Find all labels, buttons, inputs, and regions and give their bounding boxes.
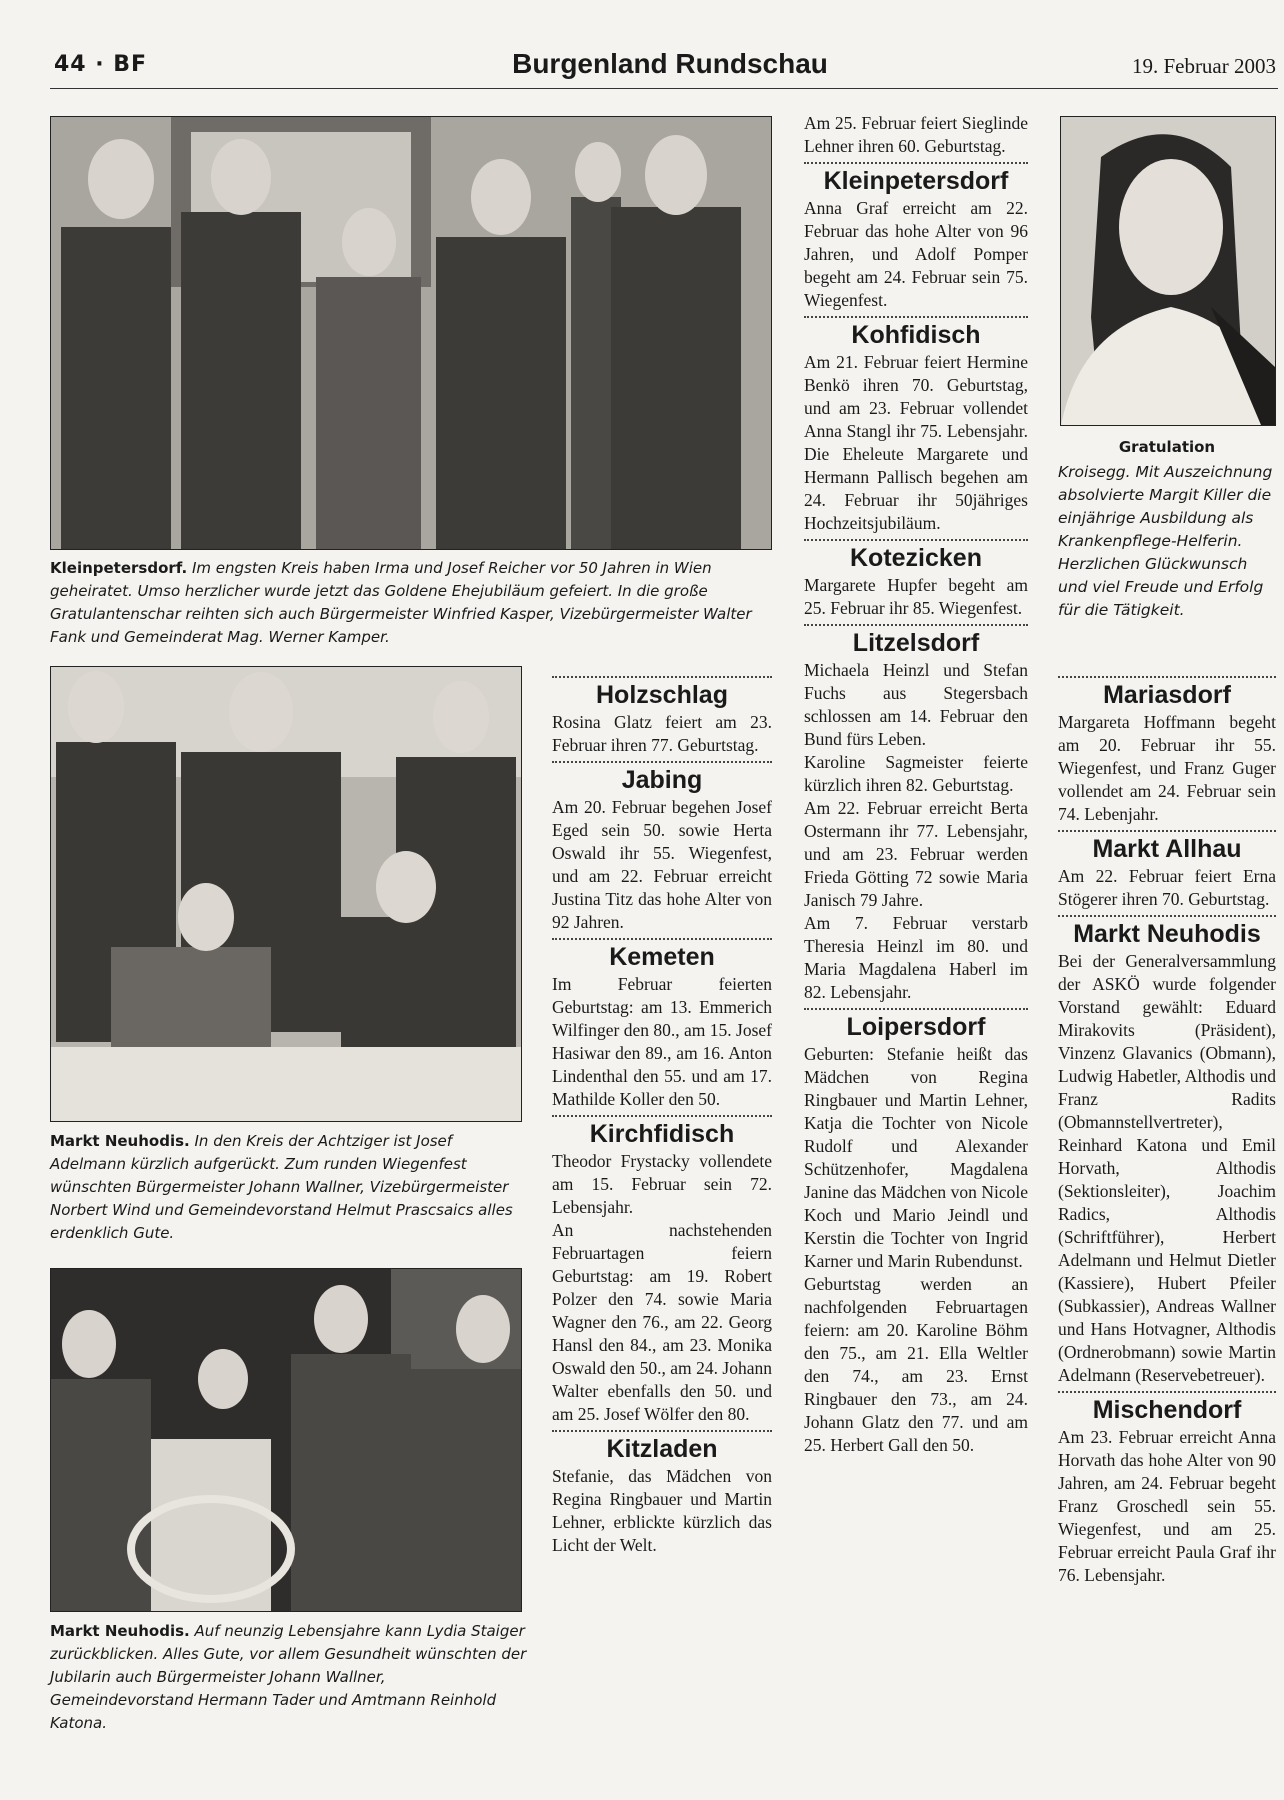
section-kotezicken: [804, 539, 1028, 620]
section-text: Am 23. Februar erreicht Anna Horvath das hohe Alter von 90 Jahren, am 24. Februar begeht Franz Groschedl sein 55. Wiegenfest, und am 25. Februar erreicht Paula Graf ihr 76. Lebensjahr.: [1058, 1427, 1276, 1585]
section-jabing: [552, 761, 772, 934]
section-text: An nachstehenden Februartagen feiern Geburtstag: am 19. Robert Polzer den 74. sowie Maria Wagner den 76., am 22. Georg Hansl den 84., am 23. Monika Oswald den 50., am 24. Johann Walter ebenfalls den 50. und am 25. Josef Wölfer den 80.: [552, 1220, 772, 1424]
section-text: Am 20. Februar begehen Josef Eged sein 50. sowie Herta Oswald ihr 55. Wiegenfest, und am 22. Februar erreicht Justina Titz das hohe Alter von 92 Jahren.: [552, 797, 772, 932]
photo-group-kleinpetersdorf: [50, 116, 772, 550]
newspaper-title: Burgenland Rundschau: [512, 48, 828, 79]
section-text: Karoline Sagmeister feierte kürzlich ihren 82. Geburtstag.: [804, 752, 1028, 795]
caption-place: Kleinpetersdorf.: [50, 559, 188, 577]
section-heading: Holzschlag: [596, 681, 728, 709]
section-heading: Markt Neuhodis: [1073, 920, 1261, 948]
section-kemeten: [552, 938, 772, 1111]
photo-adelmann: [50, 666, 522, 1122]
section-text: Bei der Generalversammlung der ASKÖ wurde folgender Vorstand gewählt: Eduard Mirakovits (Präsident), Vinzenz Glavanics (Obmann), Ludwig Habetler, Althodis und Franz Radits (Obmannstellvertreter), Reinhard Katona und Emil Horvath, Althodis (Sektionsleiter), Joachim Radics, Althodis (Schriftführer), Herbert Adelmann und Helmut Dietler (Kassiere), Hubert Pfeiler (Subkassier), Andreas Wallner und Hans Hotvagner, Althodis (Ordnerobmann) sowie Martin Adelmann (Reservebetreuer).: [1058, 951, 1276, 1385]
section-heading: Kohfidisch: [851, 321, 981, 349]
section-kirchfidisch: [552, 1115, 772, 1426]
section-text: Im Februar feierten Geburtstag: am 13. Emmerich Wilfinger den 80., am 15. Josef Hasiwar den 89., am 16. Anton Lindenthal den 55. und am 17. Mathilde Koller den 50.: [552, 974, 772, 1109]
issue-date: 19. Februar 2003: [1131, 54, 1276, 78]
photo-portrait-killer: [1060, 116, 1276, 426]
section-text: Am 25. Februar feiert Sieglinde Lehner ihren 60. Geburtstag.: [804, 113, 1028, 156]
section-markt-allhau: [1058, 830, 1276, 911]
column-middle: [552, 672, 772, 1557]
section-text: Am 22. Februar erreicht Berta Ostermann ihr 77. Lebensjahr, und am 23. Februar werden Frieda Götting 72 sowie Maria Janisch 79 Jahre.: [804, 798, 1028, 910]
section-heading: Kleinpetersdorf: [823, 167, 1009, 195]
section-holzschlag: [552, 676, 772, 757]
section-text: Margarete Hupfer begeht am 25. Februar ihr 85. Wiegenfest.: [804, 575, 1028, 618]
section-heading: Loipersdorf: [846, 1013, 986, 1041]
section-heading: Litzelsdorf: [852, 629, 980, 657]
gratulation-caption: [1058, 436, 1276, 622]
section-text: Am 22. Februar feiert Erna Stögerer ihren 70. Geburtstag.: [1058, 866, 1276, 909]
section-kitzladen: [552, 1430, 772, 1557]
gratulation-text: Kroisegg. Mit Auszeichnung absolvierte Margit Killer die einjährige Ausbildung als Krankenpflege-Helferin. Herzlichen Glückwunsch und viel Freude und Erfolg für die Tätigkeit.: [1058, 463, 1273, 619]
section-text: Am 21. Februar feiert Hermine Benkö ihren 70. Geburtstag, und am 23. Februar vollendet Anna Stangl ihr 75. Lebensjahr. Die Eheleute Margarete und Hermann Pallisch begehen am 24. Februar ihr 50jähriges Hochzeitsjubiläum.: [804, 352, 1028, 533]
caption-text: Auf neunzig Lebensjahre kann Lydia Staiger zurückblicken. Alles Gute, vor allem Gesundheit wünschten der Jubilarin auch Bürgermeister Johann Wallner, Gemeindevorstand Hermann Tader und Amtmann Reinhold Katona.: [50, 1622, 527, 1732]
section-mischendorf: [1058, 1391, 1276, 1587]
caption-place: Markt Neuhodis.: [50, 1622, 190, 1640]
section-text: Margareta Hoffmann begeht am 20. Februar ihr 55. Wiegenfest, und Franz Guger vollendet am 24. Februar sein 74. Lebenjahr.: [1058, 712, 1276, 824]
section-kleinpetersdorf: [804, 162, 1028, 312]
section-text: Geburtstag werden an nachfolgenden Februartagen feiern: am 20. Karoline Böhm den 75., am 21. Ella Weltler den 74., am 23. Ernst Ringbauer den 73., am 24. Johann Glatz den 77. und am 25. Herbert Gall den 50.: [804, 1274, 1028, 1455]
section-heading: Jabing: [621, 766, 703, 794]
section-text: Michaela Heinzl und Stefan Fuchs aus Stegersbach schlossen am 14. Februar den Bund fürs Leben.: [804, 660, 1028, 749]
section-kohfidisch: [804, 316, 1028, 535]
section-loipersdorf: [804, 1008, 1028, 1457]
column-far-right: [1058, 672, 1276, 1587]
section-heading: Kemeten: [609, 943, 715, 971]
section-markt-neuhodis: [1058, 915, 1276, 1387]
section-text: Anna Graf erreicht am 22. Februar das hohe Alter von 96 Jahren, und Adolf Pomper begeht am 24. Februar sein 75. Wiegenfest.: [804, 198, 1028, 310]
caption-photo-3: [50, 1620, 528, 1735]
section-text: Stefanie, das Mädchen von Regina Ringbauer und Martin Lehner, erblickte kürzlich das Licht der Welt.: [552, 1466, 772, 1555]
section-text: Rosina Glatz feiert am 23. Februar ihren 77. Geburtstag.: [552, 712, 772, 755]
section-heading: Mischendorf: [1092, 1396, 1242, 1424]
section-mariasdorf: [1058, 676, 1276, 826]
page-number: 44 · BF: [54, 52, 148, 77]
section-text: Geburten: Stefanie heißt das Mädchen von Regina Ringbauer und Martin Lehner, Katja die Tochter von Nicole Rudolf und Alexander Schützenhofer, Magdalena Janine das Mädchen von Nicole Koch und Mario Jeindl und Kerstin die Tochter von Ingrid Karner und Marin Rubendunst.: [804, 1044, 1028, 1271]
section-heading: Kitzladen: [606, 1435, 718, 1463]
section-text: Am 7. Februar verstarb Theresia Heinzl im 80. und Maria Magdalena Haberl im 82. Lebensjahr.: [804, 913, 1028, 1002]
section-litzelsdorf: [804, 624, 1028, 1004]
caption-text: Im engsten Kreis haben Irma und Josef Reicher vor 50 Jahren in Wien geheiratet. Umso herzlicher wurde jetzt das Goldene Ehejubiläum gefeiert. In die große Gratulantenschar reihten sich auch Bürgermeister Winfried Kasper, Vizebürgermeister Walter Fank und Gemeinderat Mag. Werner Kamper.: [50, 559, 752, 646]
section-heading: Mariasdorf: [1103, 681, 1231, 709]
photo-staiger: [50, 1268, 522, 1612]
caption-place: Markt Neuhodis.: [50, 1132, 190, 1150]
section-heading: Markt Allhau: [1092, 835, 1242, 863]
section-heading: Kotezicken: [850, 544, 982, 572]
column-right: [804, 112, 1028, 1457]
section-heading: Kirchfidisch: [589, 1120, 735, 1148]
page-header: [50, 48, 1278, 89]
caption-photo-2: [50, 1130, 528, 1245]
section-text: Theodor Frystacky vollendete am 15. Februar sein 72. Lebensjahr.: [552, 1151, 772, 1217]
section-continued: [804, 112, 1028, 158]
caption-text: In den Kreis der Achtziger ist Josef Adelmann kürzlich aufgerückt. Zum runden Wiegenfest wünschten Bürgermeister Johann Wallner, Vizebürgermeister Norbert Wind und Gemeindevorstand Helmut Prascsaics alles erdenklich Gute.: [50, 1132, 513, 1242]
gratulation-title: Gratulation: [1118, 438, 1216, 456]
caption-photo-1: [50, 557, 780, 649]
